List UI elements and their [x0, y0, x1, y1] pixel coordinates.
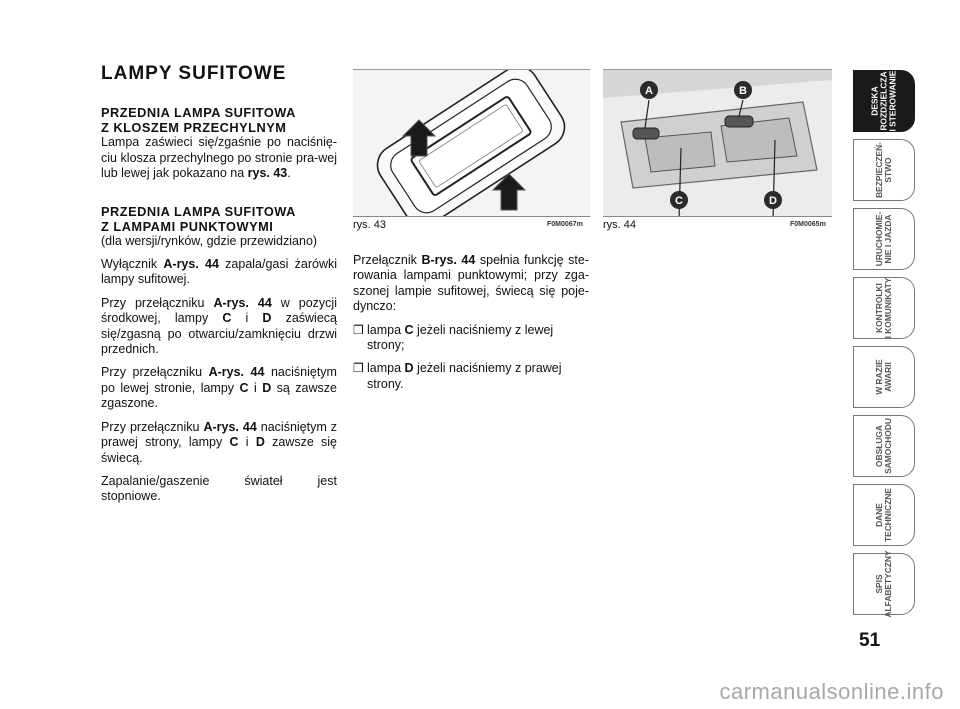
section2-paragraph-1 [101, 257, 337, 288]
ceiling-lamp-spotlights-illustration [603, 70, 832, 216]
lamp-key-c: C [239, 380, 249, 395]
p1-post: zapala/gasi żarówki lampy sufitowej. [101, 257, 337, 287]
switch-b [725, 116, 753, 127]
section2-paragraph-5: Zapalanie/gaszenie świateł jest stopniowe. [101, 473, 337, 504]
column2-intro [353, 253, 589, 315]
figure-44-code: F0M0065m [790, 221, 826, 228]
section1-heading-line1: PRZEDNIA LAMPA SUFITOWA [101, 105, 296, 121]
checkbox-bullet-icon: ❒ [353, 361, 364, 376]
tab-obsluga[interactable] [853, 415, 915, 477]
p3-mid: naciśniętym po lewej stronie, lampy [101, 365, 337, 395]
p2-mid: w pozycji środkowej, lampy [101, 295, 337, 326]
figure-ref: A-rys. 44 [163, 257, 219, 272]
conj: i [231, 311, 263, 326]
figure-ref: B-rys. 44 [421, 253, 476, 267]
figure-ref: A-rys. 44 [208, 365, 265, 380]
middle-column [353, 253, 589, 400]
figure-44 [603, 69, 832, 217]
p2-pre: Przy przełączniku [101, 295, 214, 310]
ceiling-lamp-tilting-illustration [353, 70, 590, 216]
tab-kontrolki[interactable] [853, 277, 915, 339]
section2-note: (dla wersji/rynków, gdzie przewidziano) [101, 233, 318, 248]
tab-label: DESKA ROZDZIELCZA I STEROWANIE [869, 70, 898, 132]
lamp-key-d: D [404, 361, 414, 376]
page-title: LAMPY SUFITOWE [101, 63, 287, 84]
tab-bezpieczenstwo[interactable] [853, 139, 915, 201]
figure-43-caption: rys. 43 [353, 219, 387, 231]
label-b-marker [734, 81, 752, 99]
lamp-key-d: D [255, 435, 265, 450]
page-number: 51 [859, 630, 881, 651]
conj: i [238, 435, 256, 450]
lamp-key-c: C [229, 435, 239, 450]
section1-heading [101, 105, 337, 135]
section2-paragraph-3 [101, 365, 337, 411]
figure-43-code: F0M0067m [547, 221, 583, 228]
section2-paragraph-2 [101, 296, 337, 358]
section2-paragraph-4 [101, 420, 337, 466]
section1-text [101, 135, 337, 181]
section1-text-pre: Lampa zaświeci się/zgaśnie po naciśnię-ciu klosza przechylnego po stronie pra-wej lub lewej jak pokazano na [101, 135, 337, 181]
tab-label: DANE TECHNICZNE [874, 488, 893, 542]
svg-text:A: A [645, 85, 653, 97]
tab-label: OBSŁUGA SAMOCHODU [874, 418, 893, 474]
bullet-post: jeżeli naciśniemy z lewej strony; [367, 322, 554, 353]
tab-label: BEZPIECZEŃ- STWO [874, 142, 893, 198]
lamp-key-d: D [262, 311, 272, 326]
tab-label: URUCHOMIE- NIE I JAZDA [874, 211, 893, 267]
tab-deska-rozdzielcza[interactable] [853, 70, 915, 132]
switch-a [633, 128, 659, 139]
tab-label: KONTROLKI I KOMUNIKATY [874, 277, 893, 339]
figure-44-caption: rys. 44 [603, 219, 637, 231]
left-column [101, 63, 337, 513]
p1-pre: Wyłącznik [101, 257, 164, 272]
tab-w-razie-awarii[interactable] [853, 346, 915, 408]
intro-pre: Przełącznik [353, 253, 422, 267]
bullet-post: jeżeli naciśniemy z prawej strony. [367, 361, 562, 391]
p4-post: zawsze się świecą. [101, 435, 337, 465]
figure-ref: A-rys. 44 [213, 295, 272, 310]
watermark: carmanualsonline.info [719, 679, 944, 704]
p2-post: zaświecą się/zgasną po otwarciu/zamknięciu drzwi przednich. [101, 311, 337, 357]
section2-heading-line2: Z LAMPAMI PUNKTOWYMI [101, 218, 274, 234]
list-item [353, 323, 589, 354]
lamp-key-c: C [404, 322, 414, 337]
bullet-pre: lampa [367, 361, 405, 376]
section1-heading-line2: Z KLOSZEM PRZECHYLNYM [101, 120, 287, 136]
p4-mid: naciśniętym z prawej strony, lampy [101, 419, 337, 450]
bullet-pre: lampa [367, 322, 405, 337]
svg-text:B: B [739, 85, 747, 97]
section2-heading [101, 204, 337, 234]
tab-label: SPIS ALFABETYCZNY [874, 550, 893, 618]
tab-uruchomienie[interactable] [853, 208, 915, 270]
list-item [353, 361, 589, 392]
tab-dane-techniczne[interactable] [853, 484, 915, 546]
figure-ref: A-rys. 44 [203, 419, 257, 434]
figure-ref: rys. 43 [247, 166, 288, 181]
p3-pre: Przy przełączniku [101, 365, 209, 380]
section1-text-post: . [287, 166, 291, 181]
svg-text:C: C [675, 195, 683, 207]
conj: i [248, 380, 263, 395]
tab-label: W RAZIE AWARII [874, 359, 893, 395]
tab-spis[interactable] [853, 550, 915, 618]
lamp-key-c: C [222, 311, 232, 326]
figure-43 [353, 69, 590, 217]
label-d-marker [764, 191, 782, 209]
lamp-key-d: D [262, 380, 272, 395]
checkbox-bullet-icon: ❒ [353, 322, 364, 337]
p3-post: są zawsze zgaszone. [101, 380, 337, 411]
intro-post: spełnia funkcję ste-rowania lampami punktowymi; przy zga-szonej lampie sufitowej, świecą się poje-dynczo: [353, 253, 589, 314]
svg-text:D: D [769, 195, 777, 207]
section2-heading-line1: PRZEDNIA LAMPA SUFITOWA [101, 203, 296, 219]
label-c-marker [670, 191, 688, 209]
label-a-marker [640, 81, 658, 99]
p4-pre: Przy przełączniku [101, 419, 204, 434]
